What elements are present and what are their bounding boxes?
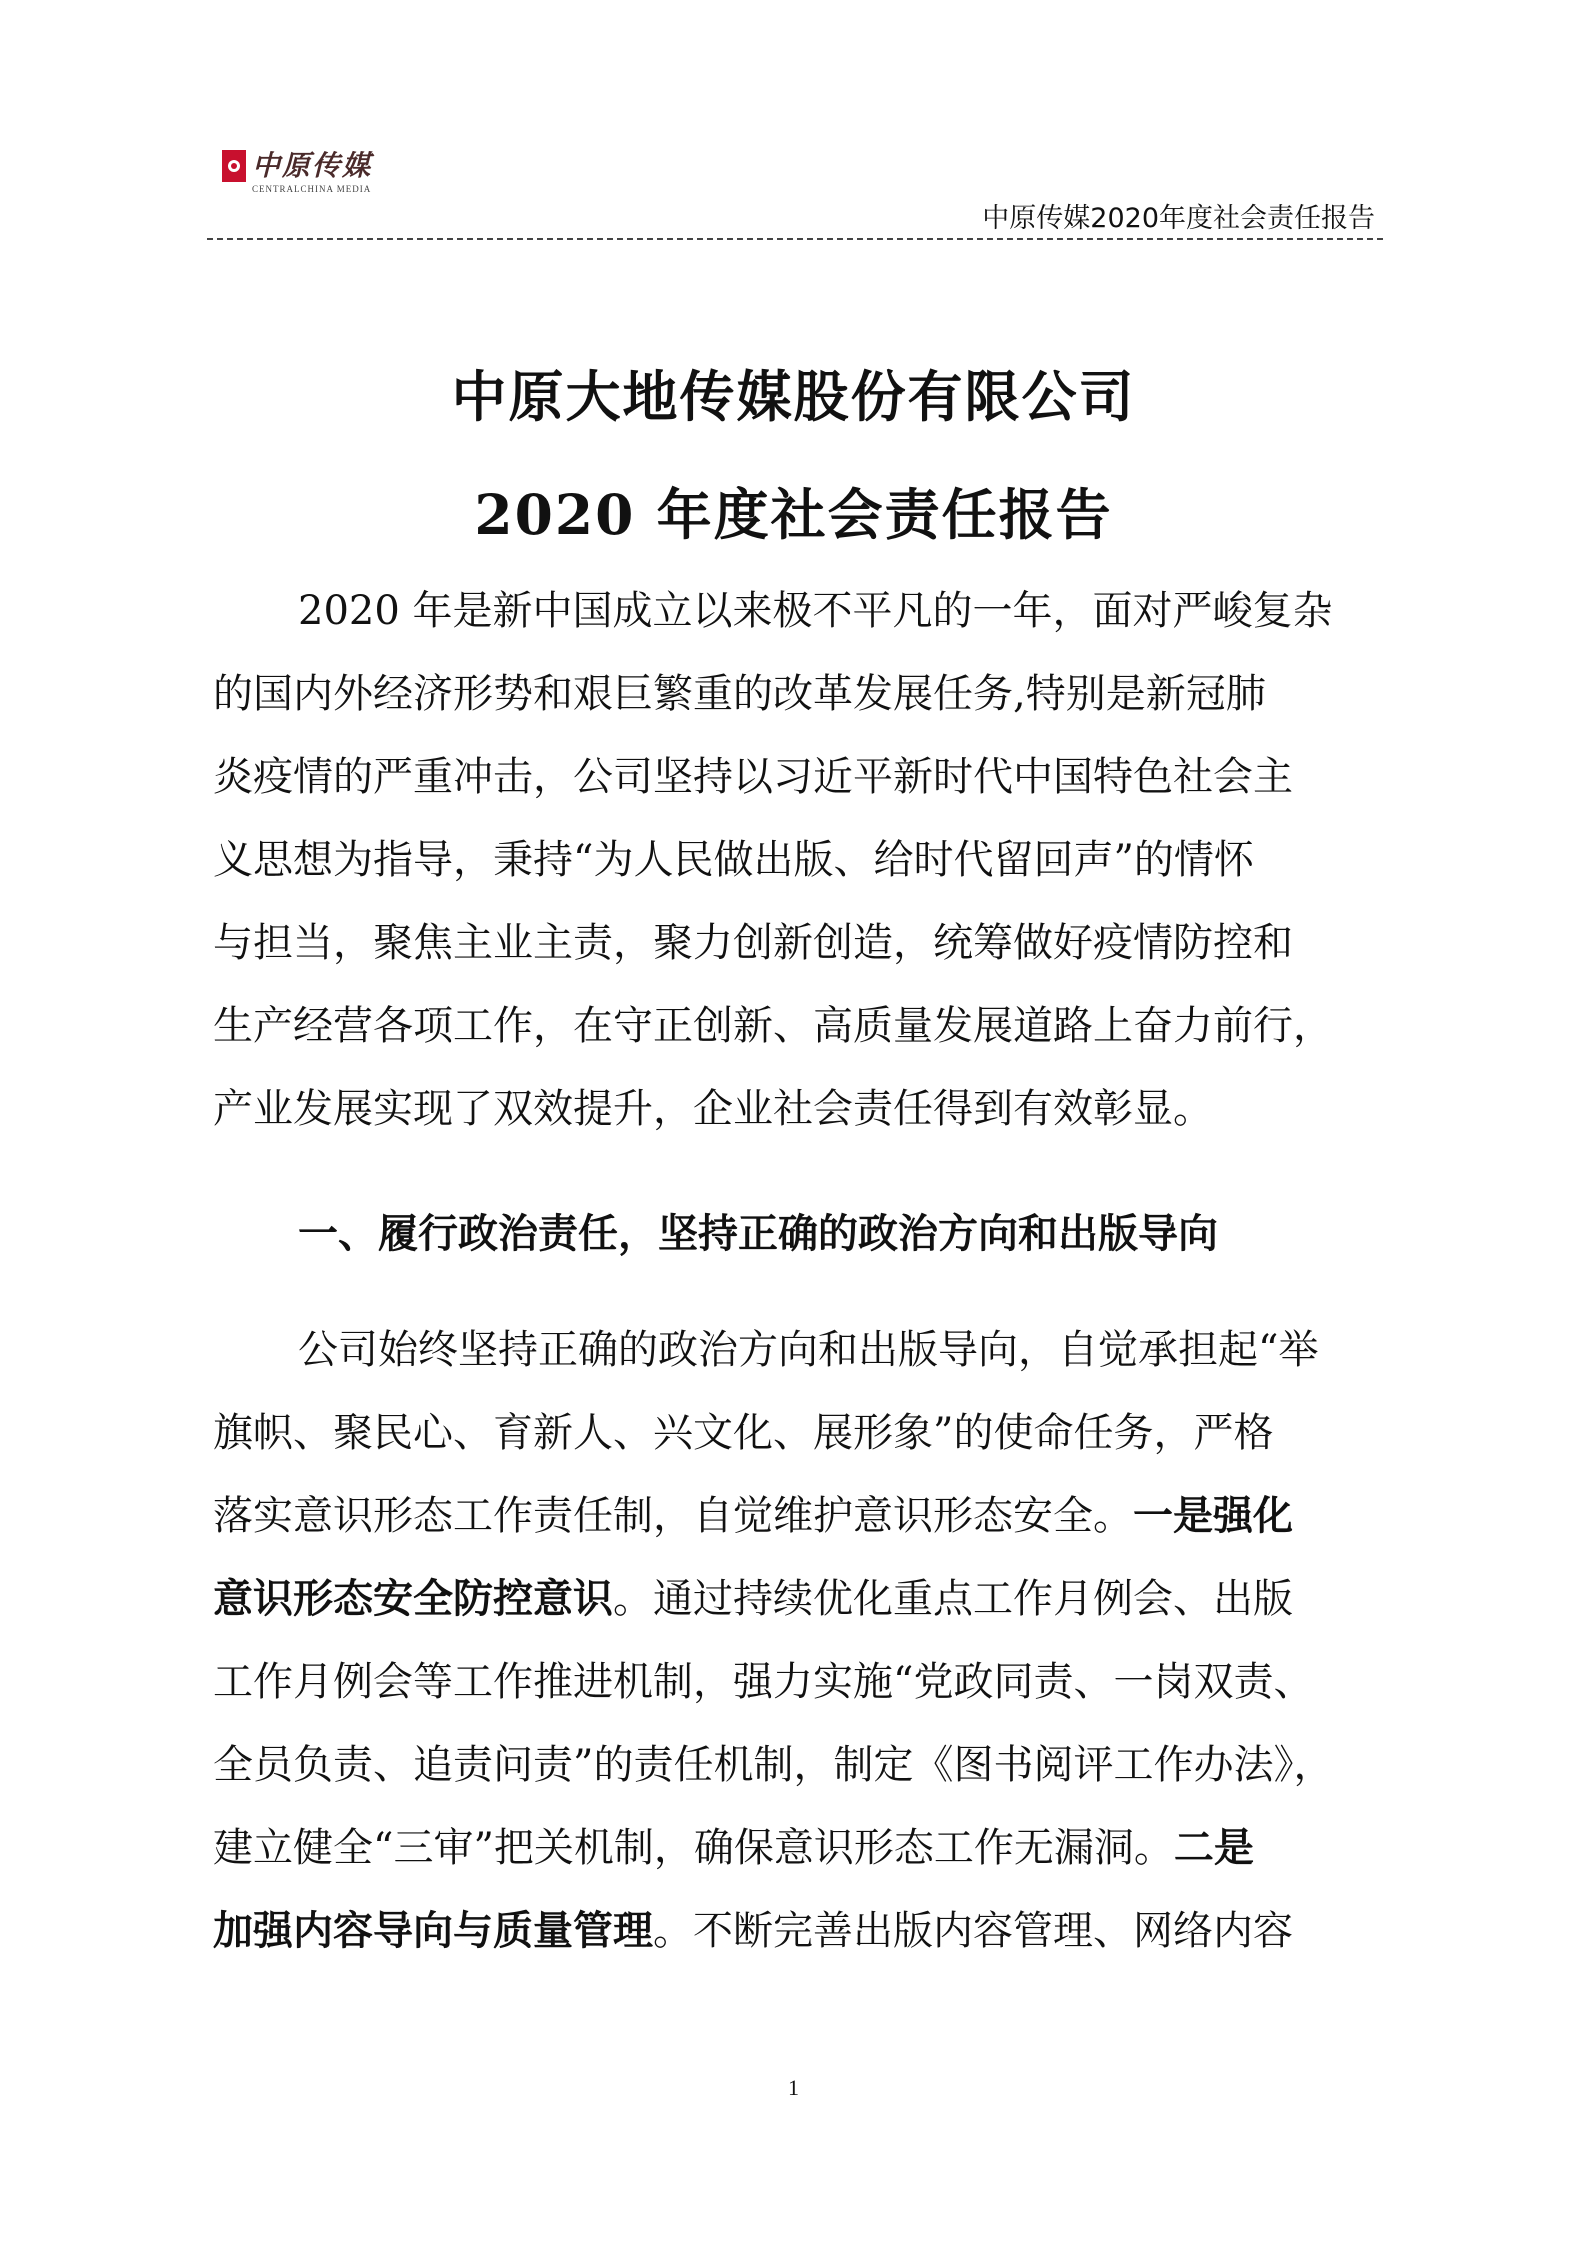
section-line: 公司始终坚持正确的政治方向和出版导向，自觉承担起“举: [298, 1327, 1319, 1373]
intro-line: 义思想为指导，秉持“为人民做出版、给时代留回声”的情怀: [213, 837, 1254, 883]
section-line: 全员负责、追责问责”的责任机制，制定《图书阅评工作办法》，: [213, 1742, 1334, 1788]
section-text: 。不断完善出版内容管理、网络内容: [653, 1908, 1293, 1954]
header-divider: [207, 238, 1383, 240]
section-emphasis: 意识形态安全防控意识: [213, 1576, 613, 1622]
section-emphasis: 二是: [1173, 1825, 1254, 1871]
section-line: [213, 1907, 1293, 1955]
logo-emblem-icon: [222, 150, 246, 182]
company-logo: [222, 144, 372, 200]
section-text: 落实意识形态工作责任制，自觉维护意识形态安全。: [213, 1493, 1133, 1539]
intro-line: 与担当，聚焦主业主责，聚力创新创造，统筹做好疫情防控和: [213, 920, 1293, 966]
section-emphasis: 一是强化: [1133, 1493, 1293, 1539]
section-line: 工作月例会等工作推进机制，强力实施“党政同责、一岗双责、: [213, 1659, 1314, 1705]
section-text: 。通过持续优化重点工作月例会、出版: [613, 1576, 1293, 1622]
section-line: [213, 1824, 1254, 1872]
section-line: [213, 1492, 1293, 1540]
intro-line: 生产经营各项工作，在守正创新、高质量发展道路上奋力前行，: [213, 1003, 1333, 1049]
intro-line: 产业发展实现了双效提升，企业社会责任得到有效彰显。: [213, 1086, 1213, 1132]
header-report-name: 中原传媒2020年度社会责任报告: [982, 203, 1375, 234]
document-title-line2: 2020 年度社会责任报告: [474, 482, 1113, 547]
intro-line: 炎疫情的严重冲击，公司坚持以习近平新时代中国特色社会主: [213, 754, 1293, 800]
intro-line: 的国内外经济形势和艰巨繁重的改革发展任务,特别是新冠肺: [213, 671, 1266, 717]
document-title-line1: 中原大地传媒股份有限公司: [451, 365, 1136, 429]
section-line: 旗帜、聚民心、育新人、兴文化、展形象”的使命任务，严格: [213, 1410, 1274, 1456]
intro-line: 2020 年是新中国成立以来极不平凡的一年，面对严峻复杂: [298, 588, 1333, 634]
page-number: 1: [788, 2075, 799, 2100]
section-emphasis: 加强内容导向与质量管理: [213, 1908, 653, 1954]
section-heading: 一、履行政治责任，坚持正确的政治方向和出版导向: [298, 1211, 1218, 1257]
logo-chinese-text: 中原传媒: [252, 149, 373, 182]
section-text: 建立健全“三审”把关机制，确保意识形态工作无漏洞。: [213, 1825, 1174, 1871]
section-line: [213, 1575, 1293, 1623]
logo-english-text: CENTRALCHINA MEDIA: [252, 184, 372, 194]
